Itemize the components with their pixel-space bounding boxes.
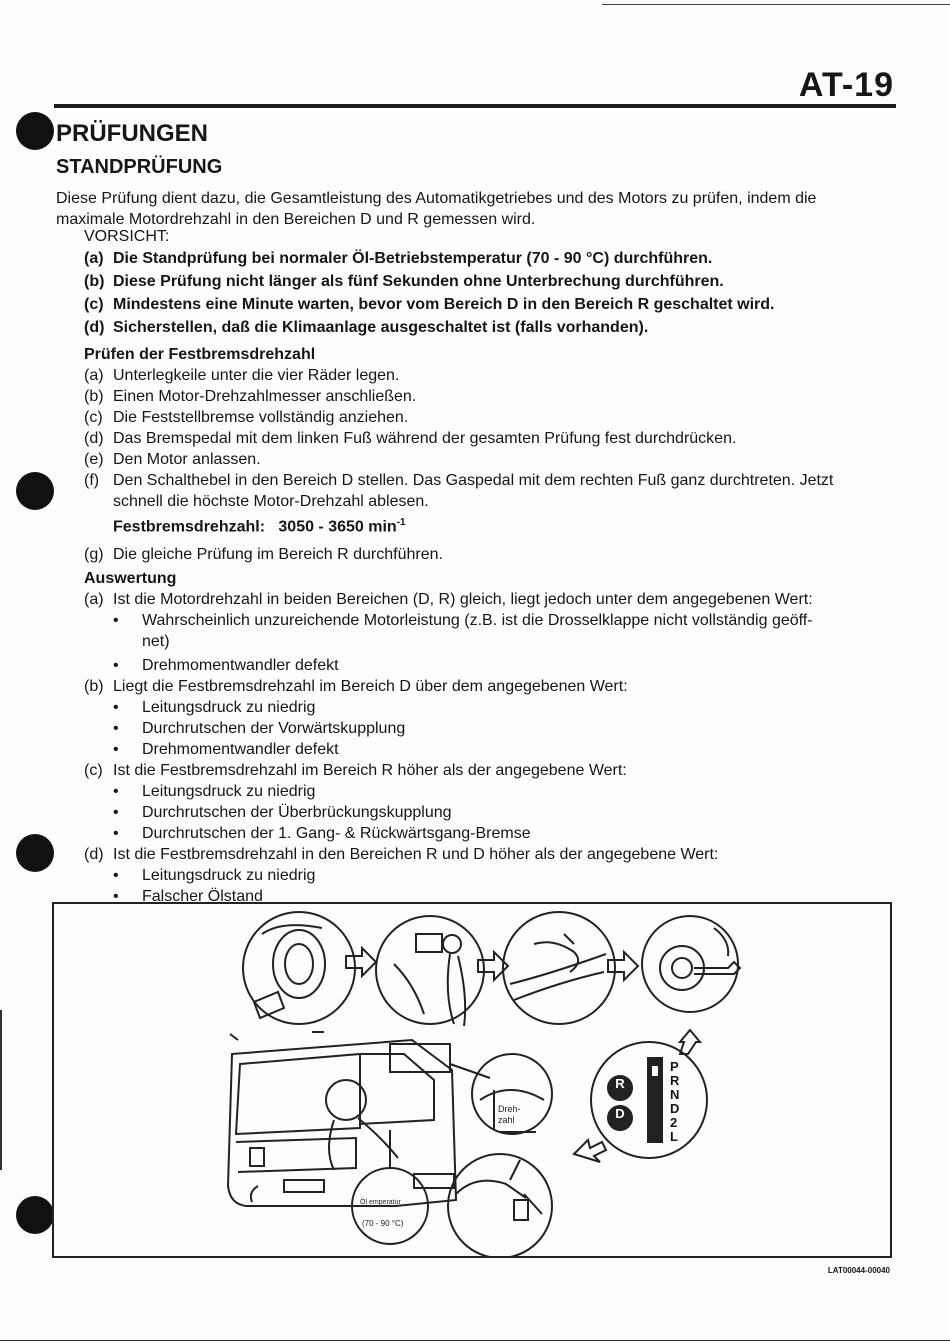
car-illustration — [228, 1032, 456, 1206]
rpm-label-line2: zahl — [498, 1115, 515, 1125]
arrow-icon — [574, 1140, 606, 1162]
spec-line — [84, 512, 833, 537]
caution-item: (b) Diese Prüfung nicht länger als fünf Sekunden ohne Unterbrechung durchführen. — [84, 273, 724, 290]
intro-paragraph — [56, 188, 816, 230]
arrow-icon — [346, 948, 376, 976]
bullet-item: • Leitungsdruck zu niedrig — [113, 867, 316, 884]
figure-code: LAT00044-00040 — [827, 1266, 890, 1275]
evaluation-item: (c) Ist die Festbremsdrehzahl im Bereich R höher als der angegebene Wert: — [84, 762, 627, 779]
gear-letter: N — [670, 1087, 680, 1102]
bullet-continuation: net) — [142, 633, 170, 650]
spec-label: Festbremsdrehzahl: — [113, 518, 266, 536]
page-number: AT-19 — [798, 66, 894, 104]
punch-hole-dot — [16, 472, 54, 510]
arrow-icon — [608, 952, 638, 980]
left-edge-line — [0, 1010, 2, 1170]
intro-line: maximale Motordrehzahl in den Bereichen D und R gemessen wird. — [56, 211, 536, 228]
test-item: (g) Die gleiche Prüfung im Bereich R durchführen. — [84, 546, 443, 564]
test-item: (d) Das Bremspedal mit dem linken Fuß während der gesamten Prüfung fest durchdrücken. — [84, 430, 737, 447]
caution-item: (a) Die Standprüfung bei normaler Öl-Betriebstemperatur (70 - 90 °C) durchführen. — [84, 250, 713, 267]
caution-title: VORSICHT: — [84, 228, 170, 245]
test-title: Prüfen der Festbremsdrehzahl — [84, 346, 316, 363]
caution-item: (c) Mindestens eine Minute warten, bevor vom Bereich D in den Bereich R geschaltet wird. — [84, 296, 775, 313]
evaluation-list — [84, 589, 813, 907]
gear-letter: P — [670, 1059, 679, 1074]
evaluation-title: Auswertung — [84, 570, 177, 587]
bullet-item: • Drehmomentwandler defekt — [113, 657, 339, 674]
bullet-item: • Durchrutschen der Überbrückungskupplung — [113, 804, 452, 821]
test-item: (e) Den Motor anlassen. — [84, 451, 261, 468]
intro-line: Diese Prüfung dient dazu, die Gesamtleistung des Automatikgetriebes und des Motors zu prüfen, indem die — [56, 190, 817, 207]
spec-value: 3050 - 3650 min — [278, 518, 397, 536]
caution-item: (d) Sicherstellen, daß die Klimaanlage ausgeschaltet ist (falls vorhanden). — [84, 319, 649, 336]
test-item: (a) Unterlegkeile unter die vier Räder legen. — [84, 367, 400, 384]
test-item: (f) Den Schalthebel in den Bereich D stellen. Das Gaspedal mit dem rechten Fuß ganz durchtreten. Jetzt — [84, 472, 834, 489]
test-list — [84, 365, 833, 565]
caution-list — [84, 248, 775, 338]
bullet-item: • Durchrutschen der 1. Gang- & Rückwärtsgang-Bremse — [113, 825, 531, 842]
section-title: PRÜFUNGEN — [56, 120, 209, 147]
bullet-item: • Leitungsdruck zu niedrig — [113, 699, 316, 716]
wheel-chock-circle — [243, 912, 355, 1024]
test-item: (c) Die Feststellbremse vollständig anziehen. — [84, 409, 409, 426]
oil-temp-label-line1: Öl emperatur — [360, 1199, 401, 1206]
top-edge-line — [602, 4, 950, 5]
punch-hole-dot — [16, 112, 54, 150]
arrow-icon — [680, 1030, 700, 1054]
evaluation-item: (b) Liegt die Festbremsdrehzahl im Bereich D über dem angegebenen Wert: — [84, 678, 628, 695]
evaluation-item: (d) Ist die Festbremsdrehzahl in den Bereichen R und D höher als der angegebene Wert: — [84, 846, 719, 863]
spec-exponent: -1 — [396, 517, 406, 528]
gear-letter: D — [670, 1101, 680, 1116]
accelerator-pedal-bubble — [448, 1154, 552, 1256]
ignition-key-circle — [642, 916, 740, 1012]
gear-letter: R — [670, 1073, 680, 1088]
bullet-item: • Leitungsdruck zu niedrig — [113, 783, 316, 800]
bullet-item: • Wahrscheinlich unzureichende Motorleistung (z.B. ist die Drosselklappe nicht vollständig geöff- — [113, 612, 813, 629]
test-item-continuation: schnell die höchste Motor-Drehzahl ablesen. — [113, 493, 429, 510]
stall-test-illustration — [54, 904, 890, 1256]
oil-temp-label-line2: (70 - 90 °C) — [362, 1219, 404, 1228]
range-d-badge: D — [615, 1106, 625, 1121]
gear-letter: L — [670, 1129, 678, 1144]
punch-hole-dot — [16, 1196, 54, 1234]
evaluation-item: (a) Ist die Motordrehzahl in beiden Bereichen (D, R) gleich, liegt jedoch unter dem angegebenen Wert: — [84, 591, 813, 608]
tachometer-bubble — [450, 1054, 552, 1134]
test-item: (b) Einen Motor-Drehzahlmesser anschließen. — [84, 388, 417, 405]
bullet-item: • Drehmomentwandler defekt — [113, 741, 339, 758]
gear-letter: 2 — [670, 1115, 678, 1130]
header-rule — [54, 104, 896, 108]
rpm-label-line1: Dreh- — [498, 1104, 521, 1114]
parking-brake-circle — [503, 912, 615, 1024]
gear-selector-circle — [591, 1042, 707, 1158]
punch-hole-dot — [16, 834, 54, 872]
bottom-edge-line — [0, 1340, 950, 1341]
tachometer-connect-circle — [376, 916, 484, 1026]
bullet-item: • Durchrutschen der Vorwärtskupplung — [113, 720, 406, 737]
range-r-badge: R — [615, 1076, 625, 1091]
bullet-item: • Falscher Ölstand — [113, 888, 263, 905]
gear-letters — [670, 1060, 679, 1144]
subsection-title: STANDPRÜFUNG — [56, 156, 223, 178]
figure-frame — [52, 902, 892, 1258]
